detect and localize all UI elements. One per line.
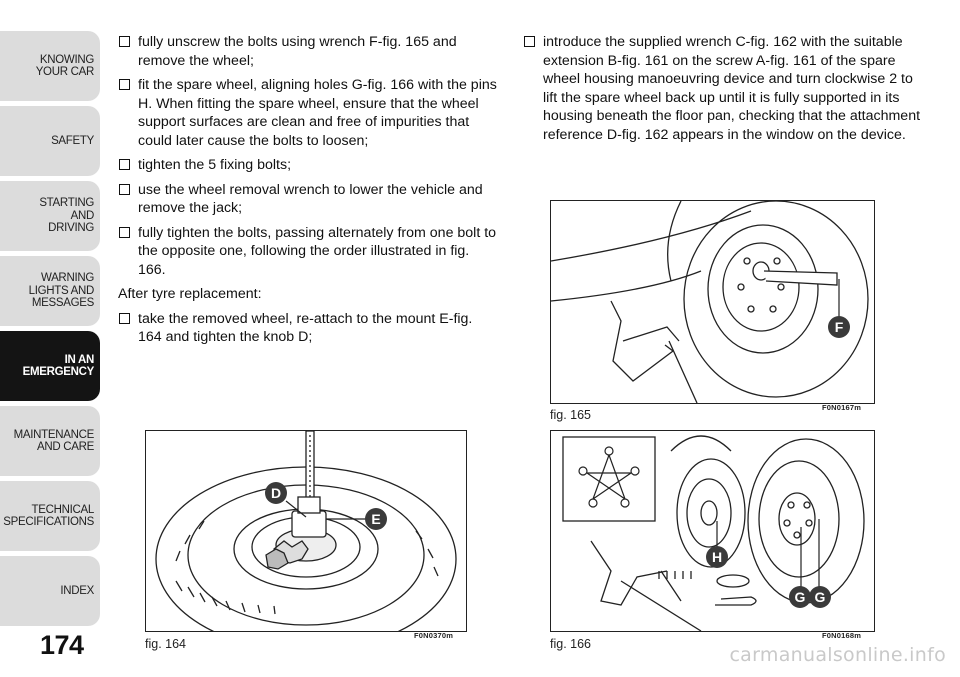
left-column <box>118 33 498 353</box>
figure-code: F0N0167m <box>822 403 862 412</box>
wheel-removal-illustration <box>551 201 874 403</box>
figure-code: F0N0370m <box>414 631 454 640</box>
right-column <box>523 33 923 150</box>
label-g: G <box>794 589 806 605</box>
figure-164-spare-wheel-mount <box>145 430 467 632</box>
tab-warning-lights[interactable]: WARNING LIGHTS AND MESSAGES <box>0 256 100 326</box>
label-d: D <box>270 485 282 501</box>
tab-starting-and-driving[interactable]: STARTING AND DRIVING <box>0 181 100 251</box>
figure-caption: fig. 164 <box>145 637 187 651</box>
figure-165-wheel-removal <box>550 200 875 404</box>
figure-caption: fig. 165 <box>550 408 592 422</box>
tab-technical-specifications[interactable]: TECHNICAL SPECIFICATIONS <box>0 481 100 551</box>
spare-wheel-illustration <box>146 431 466 631</box>
watermark: carmanualsonline.info <box>729 644 946 666</box>
bullet-item: fully tighten the bolts, passing alternately from one bolt to the opposite one, following the order illustrated in fig. 166. <box>118 224 498 280</box>
bullet-item: introduce the supplied wrench C-fig. 162 with the suitable extension B-fig. 161 on the screw A-fig. 161 of the spare wheel housing manoeuvring device and turn clockwise 2 to lift the spare wheel back up until it is fully supported in its housing beneath the floor pan, checking that the attachment reference D-fig. 162 appears in the window on the device. <box>523 33 923 144</box>
figure-code: F0N0168m <box>822 631 862 640</box>
tab-in-an-emergency[interactable]: IN AN EMERGENCY <box>0 331 100 401</box>
figure-166-fitting-spare-wheel <box>550 430 875 632</box>
bullet-item: fully unscrew the bolts using wrench F-fig. 165 and remove the wheel; <box>118 33 498 70</box>
spare-wheel-fitting-illustration <box>551 431 874 631</box>
bullet-item: use the wheel removal wrench to lower the vehicle and remove the jack; <box>118 181 498 218</box>
tab-maintenance-and-care[interactable]: MAINTENANCE AND CARE <box>0 406 100 476</box>
bullet-item: take the removed wheel, re-attach to the mount E-fig. 164 and tighten the knob D; <box>118 310 498 347</box>
page-number: 174 <box>40 630 84 660</box>
label-h: H <box>711 549 723 565</box>
tab-index[interactable]: INDEX <box>0 556 100 626</box>
bullet-item: tighten the 5 fixing bolts; <box>118 156 498 175</box>
subheading: After tyre replacement: <box>118 286 262 302</box>
label-f: F <box>834 319 844 335</box>
label-g: G <box>814 589 826 605</box>
figure-caption: fig. 166 <box>550 637 592 651</box>
bullet-item: fit the spare wheel, aligning holes G-fig. 166 with the pins H. When fitting the spare wheel, ensure that the wheel support surfaces are clean and free of impurities that could later cause the bolts to loosen; <box>118 76 498 150</box>
tab-knowing-your-car[interactable]: KNOWING YOUR CAR <box>0 31 100 101</box>
label-e: E <box>371 511 381 527</box>
tab-safety[interactable]: SAFETY <box>0 106 100 176</box>
